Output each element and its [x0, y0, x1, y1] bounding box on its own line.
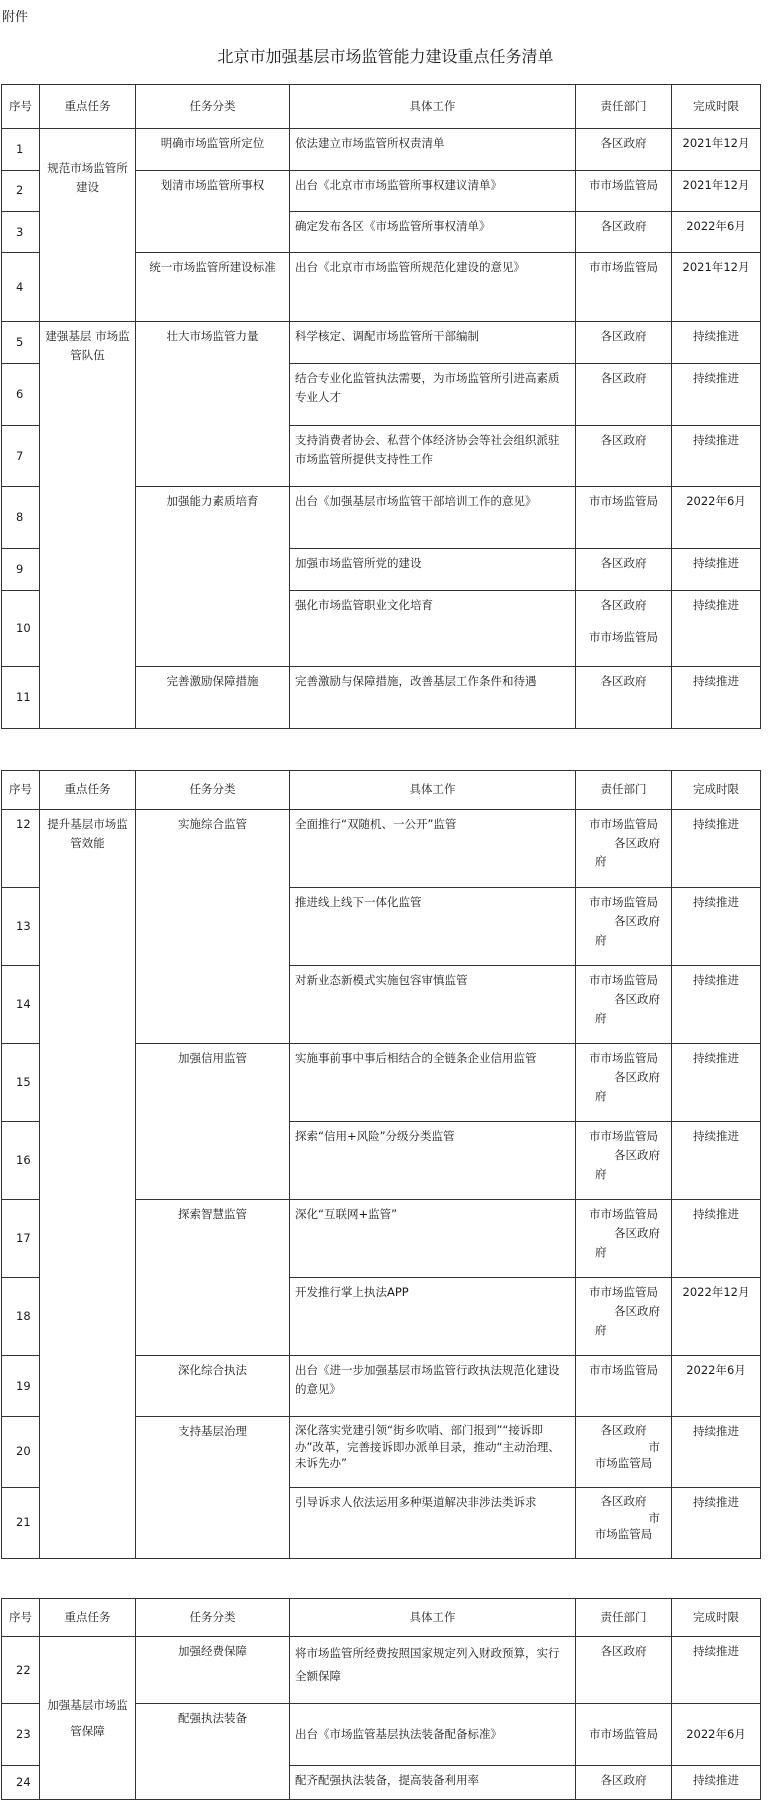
work-cell: 实施事前事中事后相结合的全链条企业信用监管 — [290, 1043, 576, 1121]
work-cell: 出台《北京市市场监管所规范化建设的意见》 — [290, 253, 576, 322]
table-row — [2, 809, 761, 887]
row-no: 13 — [2, 887, 40, 965]
dept-cell — [576, 965, 672, 1043]
header-key-task: 重点任务 — [40, 771, 136, 810]
dept-line: 府 — [595, 1244, 607, 1259]
work-cell: 对新业态新模式实施包容审慎监管 — [290, 965, 576, 1043]
key-task-cell — [40, 809, 136, 1558]
header-deadline: 完成时限 — [672, 85, 761, 129]
work-cell: 引导诉求人依法运用多种渠道解决非涉法类诉求 — [290, 1487, 576, 1558]
row-no: 4 — [2, 253, 40, 322]
dept-cell: 市市场监管局 — [576, 1356, 672, 1417]
key-task-cell — [40, 129, 136, 322]
dept-line: 各区政府 — [614, 1225, 660, 1240]
row-no: 16 — [2, 1121, 40, 1199]
header-work: 具体工作 — [290, 1599, 576, 1637]
row-no: 10 — [2, 590, 40, 666]
work-cell: 开发推行掌上执法APP — [290, 1278, 576, 1356]
dept-cell — [576, 1278, 672, 1356]
row-no: 14 — [2, 965, 40, 1043]
work-cell: 结合专业化监管执法需要，为市场监管所引进高素质专业人才 — [290, 363, 576, 425]
dept-cell — [576, 1121, 672, 1199]
header-no: 序号 — [2, 85, 40, 129]
dept-line: 市市场监管局 — [589, 1206, 658, 1221]
row-no: 21 — [2, 1487, 40, 1558]
work-cell: 加强市场监管所党的建设 — [290, 549, 576, 590]
deadline-cell: 持续推进 — [672, 887, 761, 965]
deadline-cell: 持续推进 — [672, 1199, 761, 1277]
key-task-cell — [40, 1637, 136, 1800]
header-key-task: 重点任务 — [40, 85, 136, 129]
category-cell: 支持基层治理 — [136, 1416, 290, 1558]
dept-line: 各区政府 — [600, 1422, 647, 1437]
deadline-cell: 2021年12月 — [672, 129, 761, 170]
dept-line: 市市场监管局 — [589, 1285, 658, 1299]
dept-cell: 各区政府 — [576, 667, 672, 729]
row-no: 7 — [2, 425, 40, 487]
key-task-label: 规范市场监管所建设 — [47, 161, 128, 195]
dept-line: 市 — [648, 1439, 660, 1454]
deadline-cell: 持续推进 — [672, 549, 761, 590]
dept-cell: 各区政府 — [576, 549, 672, 590]
row-no: 18 — [2, 1278, 40, 1356]
dept-line: 各区政府 — [614, 913, 660, 928]
work-cell: 出台《市场监管基层执法装备配备标准》 — [290, 1704, 576, 1766]
work-cell: 出台《北京市市场监管所事权建议清单》 — [290, 170, 576, 211]
work-cell: 科学核定、调配市场监管所干部编制 — [290, 322, 576, 363]
header-no: 序号 — [2, 1599, 40, 1637]
deadline-cell: 持续推进 — [672, 809, 761, 887]
dept-line: 各区政府 — [614, 835, 660, 850]
dept-cell: 各区政府 — [576, 211, 672, 252]
deadline-cell: 2022年6月 — [672, 1704, 761, 1766]
dept-line: 各区政府 — [600, 1493, 647, 1508]
deadline-cell: 持续推进 — [672, 425, 761, 487]
header-dept: 责任部门 — [576, 771, 672, 810]
key-task-cell — [40, 322, 136, 729]
dept-line: 府 — [595, 932, 607, 947]
row-no: 8 — [2, 487, 40, 549]
category-cell: 统一市场监管所建设标准 — [136, 253, 290, 322]
header-deadline: 完成时限 — [672, 771, 761, 810]
dept-cell: 各区政府 — [576, 1766, 672, 1800]
deadline-cell: 持续推进 — [672, 1043, 761, 1121]
key-task-label: 提升基层市场监管效能 — [47, 816, 128, 850]
header-work: 具体工作 — [290, 771, 576, 810]
row-no: 3 — [2, 211, 40, 252]
row-no: 5 — [2, 322, 40, 363]
task-table-1 — [1, 84, 761, 729]
work-cell: 支持消费者协会、私营个体经济协会等社会组织派驻市场监管所提供支持性工作 — [290, 425, 576, 487]
dept-cell: 市市场监管局 — [576, 1704, 672, 1766]
key-task-label: 建强基层 市场监管队伍 — [45, 329, 130, 363]
dept-line: 各区政府 — [600, 597, 647, 612]
header-dept: 责任部门 — [576, 1599, 672, 1637]
category-cell: 明确市场监管所定位 — [136, 129, 290, 170]
work-cell: 探索“信用+风险”分级分类监管 — [290, 1121, 576, 1199]
row-no: 17 — [2, 1199, 40, 1277]
dept-line: 府 — [595, 1010, 607, 1025]
deadline-cell: 2022年6月 — [672, 211, 761, 252]
header-category: 任务分类 — [136, 85, 290, 129]
work-cell: 配齐配强执法装备，提高装备利用率 — [290, 1766, 576, 1800]
work-cell: 确定发布各区《市场监管所事权清单》 — [290, 211, 576, 252]
work-cell: 深化“互联网+监管” — [290, 1199, 576, 1277]
header-no: 序号 — [2, 771, 40, 810]
page-title: 北京市加强基层市场监管能力建设重点任务清单 — [217, 47, 554, 66]
dept-cell: 市市场监管局 — [576, 487, 672, 549]
dept-cell — [576, 1199, 672, 1277]
category-cell: 加强经费保障 — [136, 1637, 290, 1704]
dept-line: 市市场监管局 — [589, 972, 658, 987]
deadline-cell: 2021年12月 — [672, 170, 761, 211]
dept-line: 市 — [648, 1510, 660, 1525]
work-cell: 依法建立市场监管所权责清单 — [290, 129, 576, 170]
dept-line: 市市场监管局 — [589, 1128, 658, 1143]
header-deadline: 完成时限 — [672, 1599, 761, 1637]
deadline-cell: 持续推进 — [672, 322, 761, 363]
deadline-cell: 持续推进 — [672, 667, 761, 729]
category-cell: 完善激励保障措施 — [136, 667, 290, 729]
category-cell: 壮大市场监管力量 — [136, 322, 290, 487]
dept-line: 市场监管局 — [594, 1527, 653, 1542]
work-cell: 推进线上线下一体化监管 — [290, 887, 576, 965]
row-no: 15 — [2, 1043, 40, 1121]
work-cell: 出台《加强基层市场监管干部培训工作的意见》 — [290, 487, 576, 549]
dept-line: 府 — [595, 1088, 607, 1103]
header-row — [2, 85, 761, 129]
dept-cell — [576, 1416, 672, 1487]
dept-cell: 各区政府 — [576, 129, 672, 170]
header-dept: 责任部门 — [576, 85, 672, 129]
dept-line: 各区政府 — [614, 1303, 660, 1318]
dept-line: 市场监管局 — [594, 1456, 653, 1471]
deadline-cell: 持续推进 — [672, 590, 761, 666]
work-cell: 将市场监管所经费按照国家规定列入财政预算，实行全额保障 — [290, 1637, 576, 1704]
category-cell: 探索智慧监管 — [136, 1199, 290, 1355]
category-cell: 实施综合监管 — [136, 809, 290, 1043]
dept-cell: 各区政府 — [576, 425, 672, 487]
header-row — [2, 1599, 761, 1637]
header-category: 任务分类 — [136, 771, 290, 810]
deadline-cell: 2021年12月 — [672, 253, 761, 322]
dept-line: 市市场监管局 — [589, 1050, 658, 1065]
table-row — [2, 322, 761, 363]
deadline-cell: 持续推进 — [672, 1121, 761, 1199]
row-no: 2 — [2, 170, 40, 211]
dept-line: 市市场监管局 — [589, 816, 658, 831]
dept-line: 各区政府 — [614, 1069, 660, 1084]
task-table-3 — [1, 1598, 761, 1800]
dept-cell: 各区政府 — [576, 1637, 672, 1704]
dept-line: 市市场监管局 — [589, 894, 658, 909]
dept-line: 府 — [595, 1322, 607, 1337]
row-no: 6 — [2, 363, 40, 425]
category-cell: 加强信用监管 — [136, 1043, 290, 1199]
dept-cell: 各区政府 — [576, 322, 672, 363]
dept-line: 各区政府 — [614, 1147, 660, 1162]
row-no: 11 — [2, 667, 40, 729]
task-table-2 — [1, 770, 761, 1559]
dept-line: 府 — [595, 854, 607, 869]
category-cell: 深化综合执法 — [136, 1356, 290, 1417]
row-no: 1 — [2, 129, 40, 170]
dept-cell — [576, 809, 672, 887]
dept-cell — [576, 590, 672, 666]
table-row — [2, 1637, 761, 1704]
key-task-label: 加强基层市场监管保障 — [47, 1697, 128, 1738]
category-cell: 划清市场监管所事权 — [136, 170, 290, 253]
dept-cell — [576, 1487, 672, 1558]
deadline-cell: 2022年6月 — [672, 1356, 761, 1417]
deadline-cell: 持续推进 — [672, 1416, 761, 1487]
dept-cell — [576, 887, 672, 965]
row-no: 20 — [2, 1416, 40, 1487]
deadline-cell: 持续推进 — [672, 965, 761, 1043]
category-cell: 配强执法装备 — [136, 1704, 290, 1800]
header-work: 具体工作 — [290, 85, 576, 129]
row-no: 19 — [2, 1356, 40, 1417]
header-category: 任务分类 — [136, 1599, 290, 1637]
header-key-task: 重点任务 — [40, 1599, 136, 1637]
deadline-cell: 持续推进 — [672, 363, 761, 425]
row-no: 9 — [2, 549, 40, 590]
category-cell: 加强能力素质培育 — [136, 487, 290, 667]
deadline-cell: 2022年12月 — [672, 1278, 761, 1356]
deadline-cell: 持续推进 — [672, 1637, 761, 1704]
deadline-cell: 持续推进 — [672, 1766, 761, 1800]
dept-line: 府 — [595, 1166, 607, 1181]
dept-line: 市市场监管局 — [589, 629, 658, 644]
deadline-cell: 2022年6月 — [672, 487, 761, 549]
dept-cell — [576, 1043, 672, 1121]
deadline-cell: 持续推进 — [672, 1487, 761, 1558]
row-no: 24 — [2, 1766, 40, 1800]
row-no: 12 — [2, 809, 40, 887]
header-row — [2, 771, 761, 810]
dept-cell: 各区政府 — [576, 363, 672, 425]
work-cell: 全面推行“双随机、一公开”监管 — [290, 809, 576, 887]
dept-cell: 市市场监管局 — [576, 170, 672, 211]
annex-label: 附件 — [2, 10, 29, 25]
dept-cell: 市市场监管局 — [576, 253, 672, 322]
row-no: 23 — [2, 1704, 40, 1766]
table-row — [2, 129, 761, 170]
work-cell: 深化落实党建引领“街乡吹哨、部门报到”“接诉即办”改革，完善接诉即办派单目录，推动“主动治理、未诉先办” — [290, 1416, 576, 1487]
row-no: 22 — [2, 1637, 40, 1704]
dept-line: 各区政府 — [614, 991, 660, 1006]
work-cell: 出台《进一步加强基层市场监管行政执法规范化建设的意见》 — [290, 1356, 576, 1417]
work-cell: 完善激励与保障措施，改善基层工作条件和待遇 — [290, 667, 576, 729]
work-cell: 强化市场监管职业文化培育 — [290, 590, 576, 666]
